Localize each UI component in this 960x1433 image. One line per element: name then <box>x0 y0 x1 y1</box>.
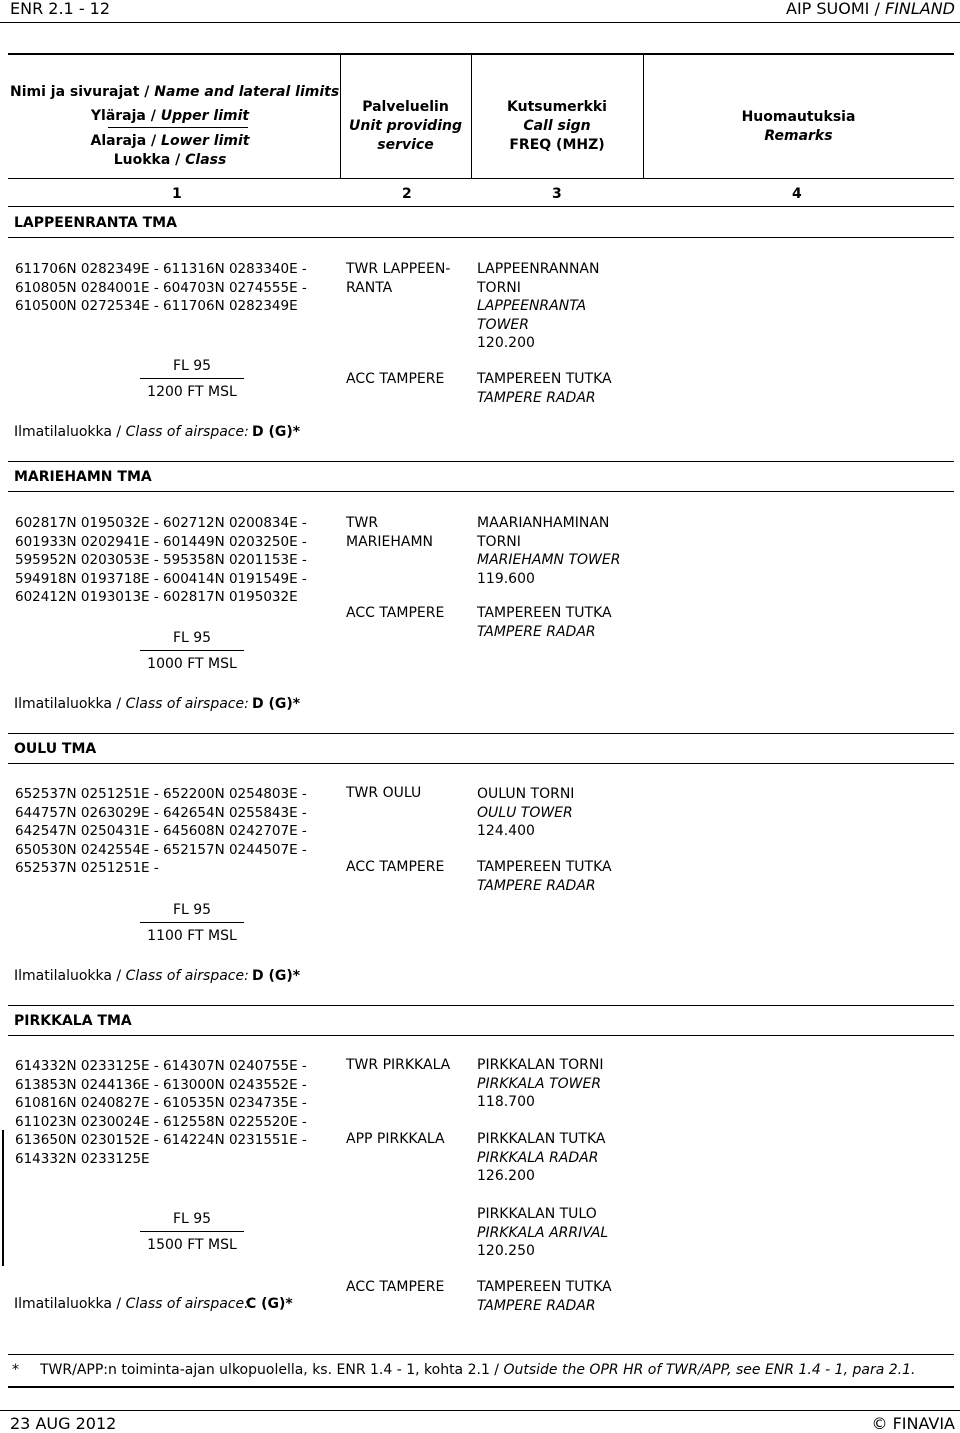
call-sign-acc: TAMPEREEN TUTKA TAMPERE RADAR <box>477 1279 612 1314</box>
footer-rule <box>0 1410 960 1411</box>
section-title: PIRKKALA TMA <box>14 1013 132 1029</box>
header-divider <box>340 54 341 178</box>
page-footer-copyright: © FINAVIA <box>871 1414 955 1433</box>
call-sign-app: PIRKKALAN TUTKA PIRKKALA RADAR 126.200 <box>477 1131 606 1185</box>
lateral-limits: 652537N 0251251E - 652200N 0254803E - 644757N 0263029E - 642654N 0255843E - 642547N 0250431E - 645608N 0242707E - 650530N 0242554E - 652157N 0244507E - 652537N 0251251E - <box>15 786 307 877</box>
airspace-class-value: D (G)* <box>252 696 301 712</box>
footnote-text: TWR/APP:n toiminta-ajan ulkopuolella, ks. ENR 1.4 - 1, kohta 2.1 / Outside the OPR HR of TWR/APP, see ENR 1.4 - 1, para 2.1. <box>40 1362 916 1378</box>
airspace-class: Ilmatilaluokka / Class of airspace: <box>14 1296 249 1312</box>
call-sign-acc: TAMPEREEN TUTKA TAMPERE RADAR <box>477 859 612 894</box>
lateral-limits: 614332N 0233125E - 614307N 0240755E - 613853N 0244136E - 613000N 0243552E - 610816N 0240827E - 610535N 0234735E - 611023N 0230024E - 612558N 0225520E - 613650N 0230152E - 614224N 0231551E - 614332N 0233125E <box>15 1058 307 1167</box>
header-rule <box>0 22 960 23</box>
unit-acc: ACC TAMPERE <box>346 859 445 875</box>
lower-limit: 1200 FT MSL <box>147 384 237 400</box>
call-sign-arrival: PIRKKALAN TULO PIRKKALA ARRIVAL 120.250 <box>477 1206 609 1260</box>
call-sign: LAPPEENRANNAN TORNI LAPPEENRANTA TOWER 120.200 <box>477 261 600 352</box>
table-top-rule <box>8 53 954 55</box>
lower-limit: 1100 FT MSL <box>147 928 237 944</box>
upper-limit: FL 95 <box>172 630 212 646</box>
unit-providing-service: TWR MARIEHAMN <box>346 515 434 550</box>
unit-acc: ACC TAMPERE <box>346 1279 445 1295</box>
upper-limit: FL 95 <box>172 1211 212 1227</box>
change-bar <box>2 1130 4 1266</box>
lateral-limits: 611706N 0282349E - 611316N 0283340E - 610805N 0284001E - 604703N 0274555E - 610500N 0272534E - 611706N 0282349E <box>15 261 307 315</box>
header-divider <box>471 54 472 178</box>
lateral-limits: 602817N 0195032E - 602712N 0200834E - 601933N 0202941E - 601449N 0203250E - 595952N 0203053E - 595358N 0201153E - 594918N 0193718E - 600414N 0191549E - 602412N 0193013E - 602817N 0195032E <box>15 515 307 606</box>
lower-limit: 1000 FT MSL <box>147 656 237 672</box>
airspace-class: Ilmatilaluokka / Class of airspace: <box>14 968 249 984</box>
section-rule <box>8 461 954 462</box>
footnote-rule <box>8 1354 954 1355</box>
unit-providing-service: TWR OULU <box>346 785 422 801</box>
section-title: LAPPEENRANTA TMA <box>14 215 177 231</box>
airspace-class-value: D (G)* <box>252 968 301 984</box>
numbers-rule <box>8 206 954 207</box>
unit-providing-service: TWR LAPPEEN- RANTA <box>346 261 451 296</box>
page-header-left: ENR 2.1 - 12 <box>10 0 111 18</box>
section-rule <box>8 733 954 734</box>
page-footer-date: 23 AUG 2012 <box>10 1414 117 1433</box>
section-rule <box>8 1005 954 1006</box>
airspace-class: Ilmatilaluokka / Class of airspace: <box>14 696 249 712</box>
call-sign: MAARIANHAMINAN TORNI MARIEHAMN TOWER 119.600 <box>477 515 621 587</box>
call-sign-acc: TAMPEREEN TUTKA TAMPERE RADAR <box>477 371 612 406</box>
airspace-class-value: C (G)* <box>246 1296 293 1312</box>
upper-limit: FL 95 <box>172 358 212 374</box>
call-sign: OULUN TORNI OULU TOWER 124.400 <box>477 786 575 840</box>
footnote-mark: * <box>12 1362 19 1378</box>
upper-limit: FL 95 <box>172 902 212 918</box>
page-header-right: AIP SUOMI / FINLAND <box>786 0 955 18</box>
section-title: MARIEHAMN TMA <box>14 469 152 485</box>
unit-providing-service: TWR PIRKKALA <box>346 1057 451 1073</box>
unit-app: APP PIRKKALA <box>346 1131 445 1147</box>
table-bottom-rule <box>8 1386 954 1388</box>
header-bottom-rule <box>8 178 954 179</box>
lower-limit: 1500 FT MSL <box>147 1237 237 1253</box>
unit-acc: ACC TAMPERE <box>346 605 445 621</box>
airspace-class-value: D (G)* <box>252 424 301 440</box>
airspace-class: Ilmatilaluokka / Class of airspace: <box>14 424 249 440</box>
section-title: OULU TMA <box>14 741 97 757</box>
unit-acc: ACC TAMPERE <box>346 371 445 387</box>
call-sign-acc: TAMPEREEN TUTKA TAMPERE RADAR <box>477 605 612 640</box>
call-sign: PIRKKALAN TORNI PIRKKALA TOWER 118.700 <box>477 1057 604 1111</box>
